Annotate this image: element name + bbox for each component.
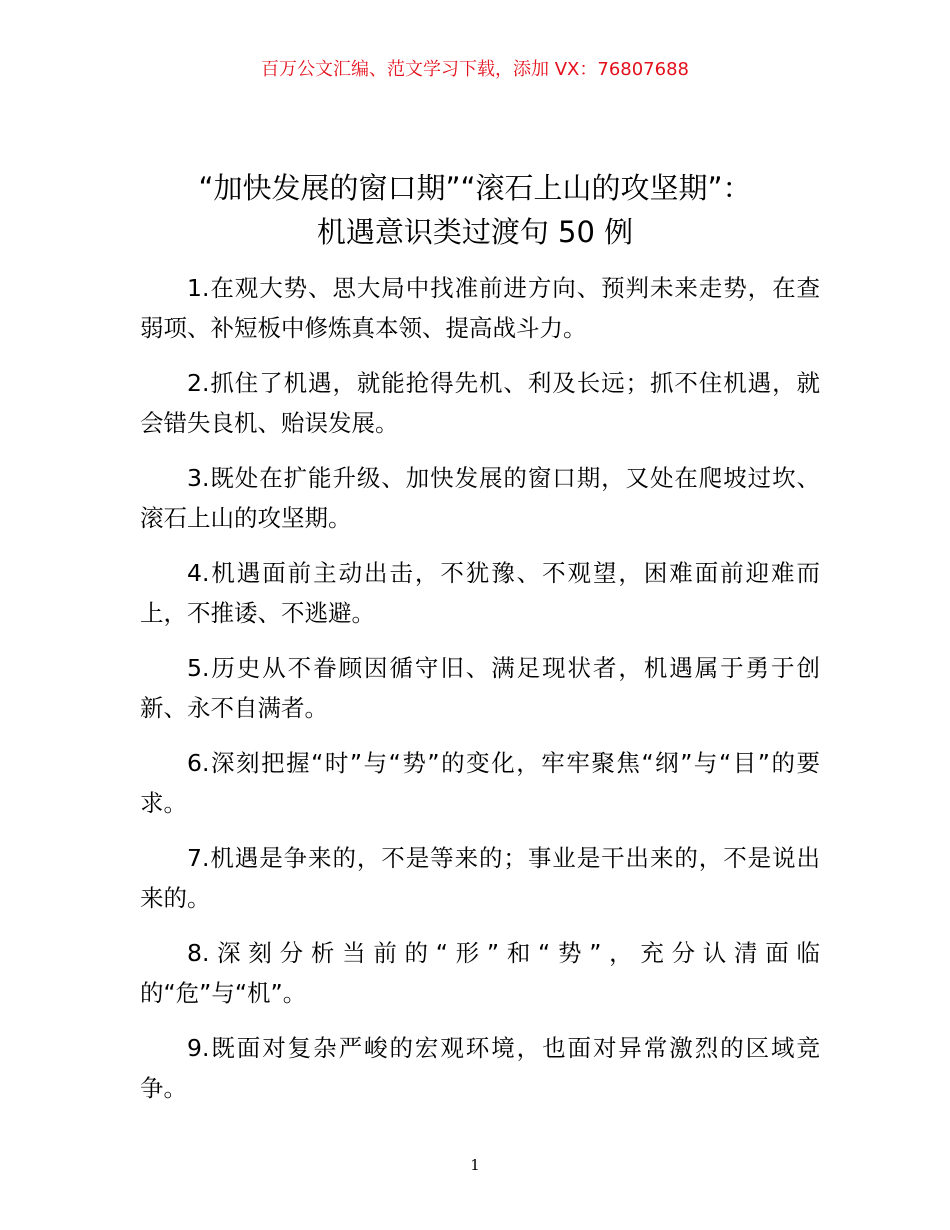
page-number: 1 [470,1156,480,1174]
document-title [60,166,890,254]
title-line-1: “加快发展的窗口期”“滚石上山的攻坚期”： [198,171,752,205]
list-item: 7.机遇是争来的，不是等来的；事业是干出来的，不是说出来的。 [140,844,820,912]
list-item: 3.既处在扩能升级、加快发展的窗口期，又处在爬坡过坎、滚石上山的攻坚期。 [140,464,820,532]
list-item: 5.历史从不眷顾因循守旧、满足现状者，机遇属于勇于创新、永不自满者。 [140,654,820,722]
transition-sentence-list [140,268,820,1123]
list-item: 2.抓住了机遇，就能抢得先机、利及长远；抓不住机遇，就会错失良机、贻误发展。 [140,369,820,437]
title-line-2: 机遇意识类过渡句 50 例 [316,215,634,249]
list-item: 4.机遇面前主动出击，不犹豫、不观望，困难面前迎难而上，不推诿、不逃避。 [140,559,820,627]
list-item: 9.既面对复杂严峻的宏观环境，也面对异常激烈的区域竞争。 [140,1034,820,1102]
list-item: 8.深刻分析当前的“形”和“势”，充分认清面临的“危”与“机”。 [140,939,820,1007]
list-item: 6.深刻把握“时”与“势”的变化，牢牢聚焦“纲”与“目”的要求。 [140,749,820,817]
list-item: 1.在观大势、思大局中找准前进方向、预判未来走势，在查弱项、补短板中修炼真本领、提高战斗力。 [140,274,820,342]
header-promo-note: 百万公文汇编、范文学习下载，添加 VX：76807688 [261,59,689,80]
